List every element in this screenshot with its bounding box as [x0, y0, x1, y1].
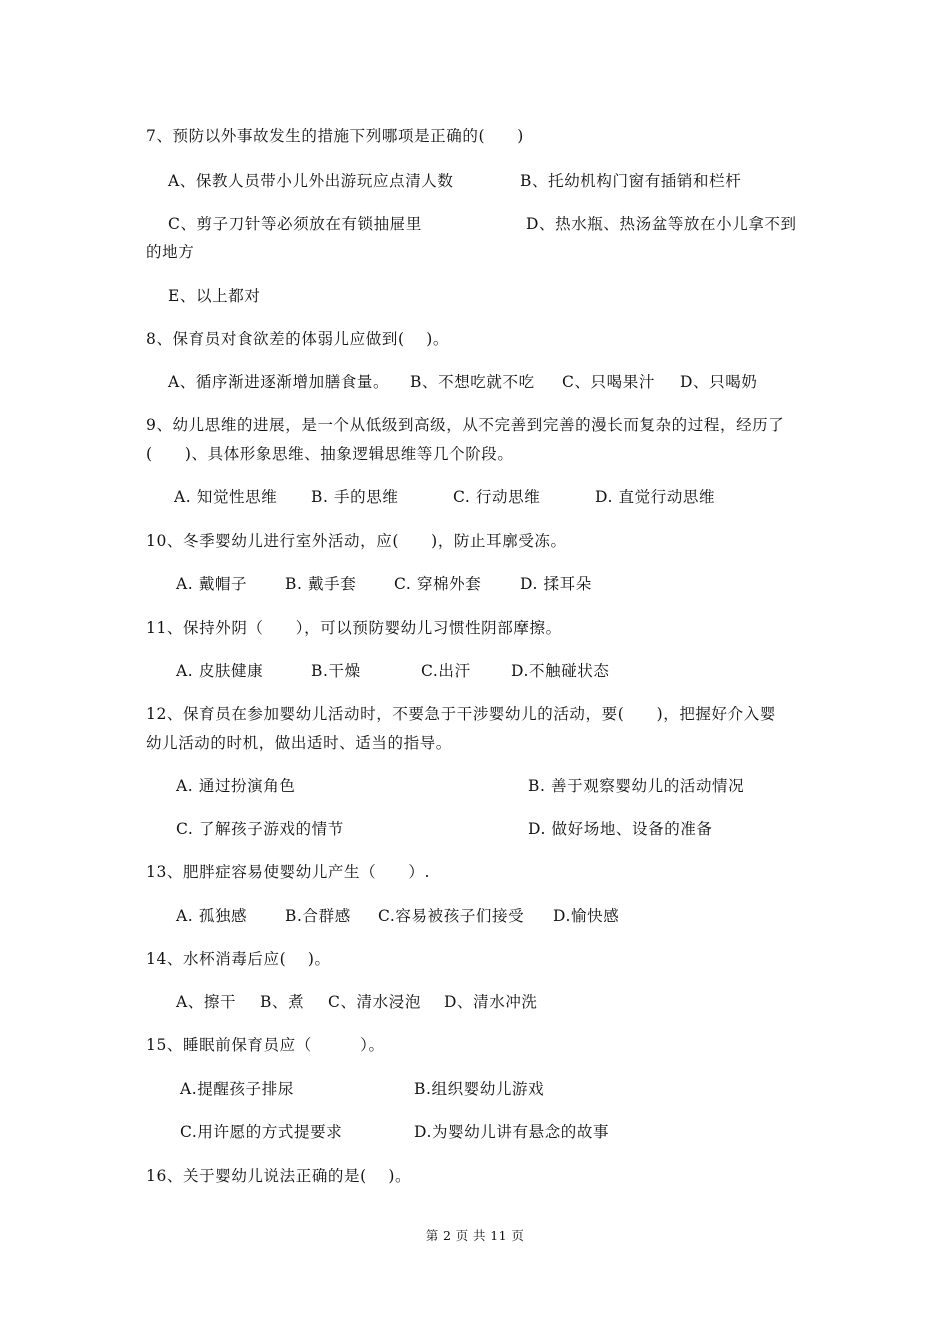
page-footer: 第 2 页 共 11 页 [425, 1228, 525, 1243]
question-8-option-b: B、不想吃就不吃 [410, 373, 535, 391]
question-7-option-a: A、保教人员带小儿外出游玩应点清人数 [168, 172, 454, 190]
question-12-option-b: B. 善于观察婴幼儿的活动情况 [528, 777, 745, 795]
question-14-option-b: B、煮 [260, 993, 305, 1011]
question-13-option-b: B.合群感 [285, 907, 351, 925]
question-14-stem: 14、水杯消毒后应( )。 [146, 950, 331, 968]
question-12-stem-continued: 幼儿活动的时机，做出适时、适当的指导。 [146, 734, 452, 752]
question-9-option-d: D. 直觉行动思维 [595, 488, 716, 506]
question-7-option-d-continued: 的地方 [146, 243, 195, 261]
question-16-stem: 16、关于婴幼儿说法正确的是( )。 [146, 1167, 412, 1185]
question-15-option-a: A.提醒孩子排尿 [180, 1080, 294, 1098]
question-10-option-a: A. 戴帽子 [176, 575, 248, 593]
question-7-option-c: C、剪子刀针等必须放在有锁抽屉里 [168, 215, 422, 233]
question-13-stem: 13、肥胖症容易使婴幼儿产生（ ）. [146, 863, 431, 881]
question-14-option-a: A、擦干 [176, 993, 237, 1011]
question-12-option-c: C. 了解孩子游戏的情节 [176, 820, 344, 838]
question-8-option-c: C、只喝果汁 [562, 373, 655, 391]
question-12-option-a: A. 通过扮演角色 [176, 777, 296, 795]
question-7-option-e: E、以上都对 [168, 287, 261, 305]
question-10-option-b: B. 戴手套 [285, 575, 357, 593]
question-13-option-a: A. 孤独感 [176, 907, 248, 925]
question-10-stem: 10、冬季婴幼儿进行室外活动，应( )，防止耳廓受冻。 [146, 532, 567, 550]
question-15-option-d: D.为婴幼儿讲有悬念的故事 [414, 1123, 610, 1141]
question-11-option-a: A. 皮肤健康 [176, 662, 264, 680]
question-8-option-d: D、只喝奶 [680, 373, 758, 391]
question-10-option-c: C. 穿棉外套 [394, 575, 482, 593]
question-7-stem: 7、预防以外事故发生的措施下列哪项是正确的( ) [146, 127, 524, 145]
question-8-stem: 8、保育员对食欲差的体弱儿应做到( )。 [146, 330, 449, 348]
question-15-stem: 15、睡眠前保育员应（ ）。 [146, 1036, 385, 1054]
question-9-option-c: C. 行动思维 [453, 488, 541, 506]
question-7-option-d: D、热水瓶、热汤盆等放在小儿拿不到 [526, 215, 797, 233]
question-9-stem: 9、幼儿思维的进展，是一个从低级到高级，从不完善到完善的漫长而复杂的过程，经历了 [146, 416, 785, 434]
question-11-option-d: D.不触碰状态 [511, 662, 610, 680]
question-13-option-d: D.愉快感 [553, 907, 620, 925]
question-13-option-c: C.容易被孩子们接受 [378, 907, 525, 925]
question-15-option-c: C.用许愿的方式提要求 [180, 1123, 343, 1141]
question-9-option-b: B. 手的思维 [311, 488, 399, 506]
question-11-option-c: C.出汗 [421, 662, 471, 680]
question-15-option-b: B.组织婴幼儿游戏 [414, 1080, 545, 1098]
question-10-option-d: D. 揉耳朵 [520, 575, 592, 593]
question-11-option-b: B.干燥 [311, 662, 361, 680]
question-14-option-c: C、清水浸泡 [328, 993, 421, 1011]
question-8-option-a: A、循序渐进逐渐增加膳食量。 [168, 373, 390, 391]
question-11-stem: 11、保持外阴（ ），可以预防婴幼儿习惯性阴部摩擦。 [146, 619, 562, 637]
question-9-option-a: A. 知觉性思维 [174, 488, 278, 506]
question-12-stem: 12、保育员在参加婴幼儿活动时，不要急于干涉婴幼儿的活动，要( )，把握好介入婴 [146, 705, 776, 723]
question-7-option-b: B、托幼机构门窗有插销和栏杆 [520, 172, 742, 190]
question-14-option-d: D、清水冲洗 [444, 993, 538, 1011]
question-9-stem-continued: ( )、具体形象思维、抽象逻辑思维等几个阶段。 [146, 445, 514, 463]
question-12-option-d: D. 做好场地、设备的准备 [528, 820, 713, 838]
